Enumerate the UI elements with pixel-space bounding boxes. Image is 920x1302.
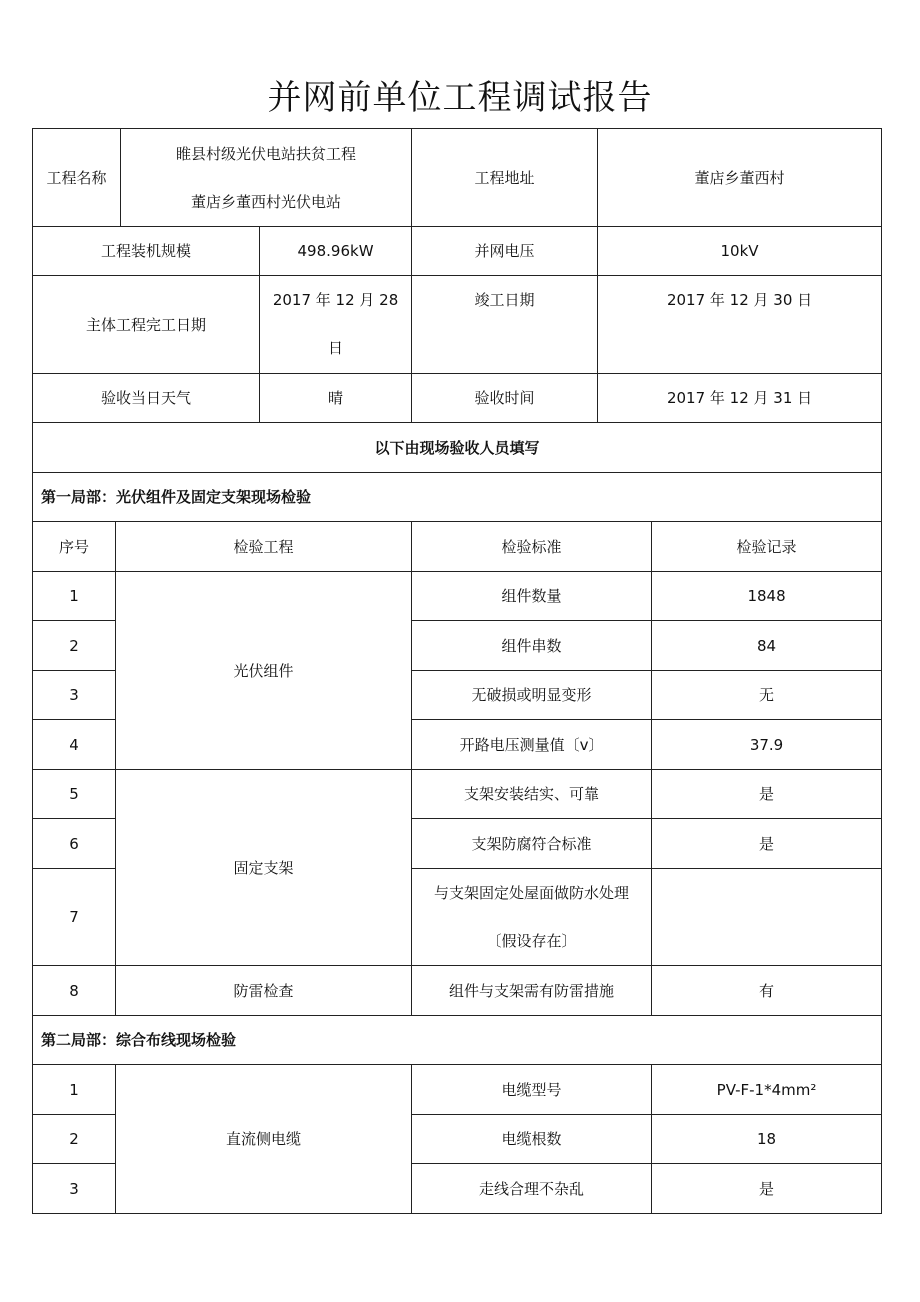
part2-heading: 第二局部：综合布线现场检验 — [33, 1016, 882, 1065]
row-standard-line2: 〔假设存在〕 — [486, 932, 577, 950]
row-record: 18 — [652, 1115, 882, 1164]
group-lightning-check: 防雷检查 — [116, 966, 412, 1016]
row-record: 37.9 — [652, 720, 882, 770]
row-no: 2 — [33, 1115, 116, 1164]
report-table — [32, 128, 882, 1214]
row-standard — [412, 869, 652, 966]
weather-label: 验收当日天气 — [33, 374, 260, 423]
group-pv-modules: 光伏组件 — [116, 572, 412, 770]
row-standard: 开路电压测量值〔v〕 — [412, 720, 652, 770]
row-standard: 支架安装结实、可靠 — [412, 770, 652, 819]
row-standard: 支架防腐符合标准 — [412, 819, 652, 869]
row-record: 无 — [652, 671, 882, 720]
row-record: 1848 — [652, 572, 882, 621]
row-record — [652, 869, 882, 966]
col-header-standard: 检验标准 — [412, 522, 652, 572]
row-record: 84 — [652, 621, 882, 671]
row-no: 3 — [33, 1164, 116, 1214]
row-no: 8 — [33, 966, 116, 1016]
project-address-label: 工程地址 — [412, 129, 598, 227]
main-completion-line2: 日 — [328, 339, 344, 357]
group-dc-cable: 直流侧电缆 — [116, 1065, 412, 1214]
row-record: PV-F-1*4mm² — [652, 1065, 882, 1115]
col-header-record: 检验记录 — [652, 522, 882, 572]
page-title: 并网前单位工程调试报告 — [267, 78, 653, 118]
main-completion-value — [260, 276, 412, 374]
grid-voltage-value: 10kV — [598, 227, 882, 276]
row-no: 7 — [33, 869, 116, 966]
col-header-item: 检验工程 — [116, 522, 412, 572]
row-no: 1 — [33, 572, 116, 621]
acceptance-time-value: 2017 年 12 月 31 日 — [598, 374, 882, 423]
weather-value: 晴 — [260, 374, 412, 423]
capacity-label: 工程装机规模 — [33, 227, 260, 276]
row-standard: 组件数量 — [412, 572, 652, 621]
row-standard: 无破损或明显变形 — [412, 671, 652, 720]
completion-label: 竣工日期 — [412, 276, 598, 374]
row-record: 是 — [652, 819, 882, 869]
col-header-no: 序号 — [33, 522, 116, 572]
project-name-value — [121, 129, 412, 227]
acceptance-time-label: 验收时间 — [412, 374, 598, 423]
row-standard: 组件与支架需有防雷措施 — [412, 966, 652, 1016]
capacity-value: 498.96kW — [260, 227, 412, 276]
row-standard: 组件串数 — [412, 621, 652, 671]
row-no: 6 — [33, 819, 116, 869]
project-name-line1: 睢县村级光伏电站扶贫工程 — [176, 144, 357, 163]
row-no: 2 — [33, 621, 116, 671]
main-completion-line1: 2017 年 12 月 28 — [272, 291, 399, 309]
row-record: 是 — [652, 1164, 882, 1214]
project-address-value: 董店乡董西村 — [598, 129, 882, 227]
group-fixed-bracket: 固定支架 — [116, 770, 412, 966]
grid-voltage-label: 并网电压 — [412, 227, 598, 276]
row-no: 4 — [33, 720, 116, 770]
row-record: 是 — [652, 770, 882, 819]
row-standard: 电缆型号 — [412, 1065, 652, 1115]
onsite-note: 以下由现场验收人员填写 — [33, 423, 882, 473]
main-completion-label: 主体工程完工日期 — [33, 276, 260, 374]
row-record: 有 — [652, 966, 882, 1016]
row-no: 5 — [33, 770, 116, 819]
row-no: 3 — [33, 671, 116, 720]
project-name-label: 工程名称 — [33, 129, 121, 227]
part1-heading: 第一局部：光伏组件及固定支架现场检验 — [33, 473, 882, 522]
row-standard-line1: 与支架固定处屋面做防水处理 — [434, 884, 630, 902]
project-name-line2: 董店乡董西村光伏电站 — [191, 192, 342, 211]
row-standard: 走线合理不杂乱 — [412, 1164, 652, 1214]
completion-value: 2017 年 12 月 30 日 — [598, 276, 882, 374]
row-standard: 电缆根数 — [412, 1115, 652, 1164]
row-no: 1 — [33, 1065, 116, 1115]
